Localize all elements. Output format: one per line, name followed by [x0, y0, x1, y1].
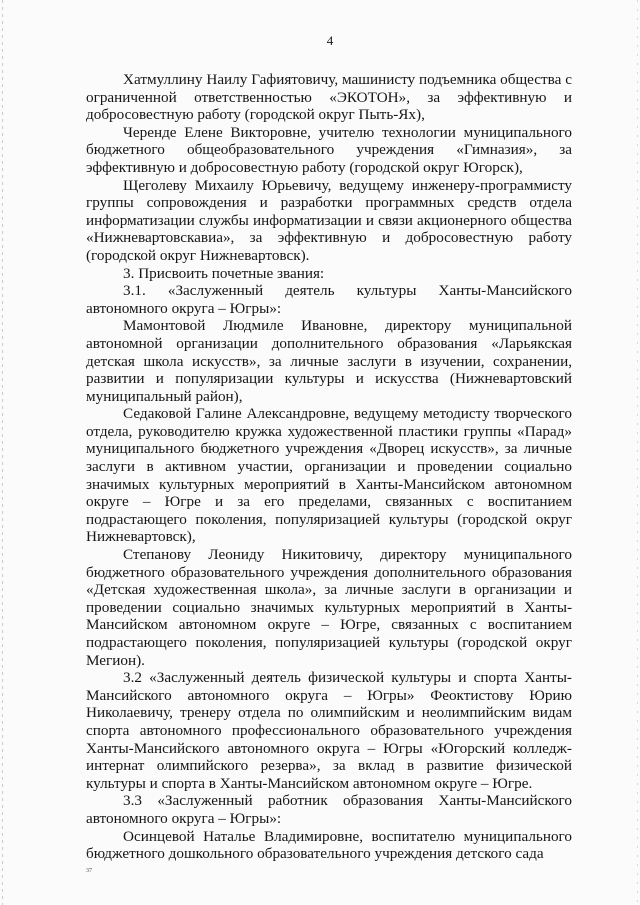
paragraph: Мамонтовой Людмиле Ивановне, директору муниципальной автономной организации дополнительного образования «Ларьякская детская школа искусств», за личные заслуги в изучении, сохранении, развитии и популяризации культуры и искусства (Нижневартовский муниципальный район),: [86, 317, 572, 405]
paragraph: 3.1. «Заслуженный деятель культуры Ханты-Мансийского автономного округа – Югры»:: [86, 282, 572, 317]
scan-edge-left: [2, 0, 3, 905]
paragraph: Степанову Леониду Никитовичу, директору муниципального бюджетного образовательного учреждения дополнительного образования «Детская художественная школа», за личные заслуги в организации и проведении социально значимых культурных мероприятий в Ханты-Мансийском автономном округе – Югре, связанных с воспитанием подрастающего поколения, популяризацией культуры (городской округ Мегион).: [86, 546, 572, 669]
paragraph: Черенде Елене Викторовне, учителю технологии муниципального бюджетного общеобразовательного учреждения «Гимназия», за эффективную и добросовестную работу (городской округ Югорск),: [86, 123, 572, 176]
paragraph: Хатмуллину Наилу Гафиятовичу, машинисту подъемника общества с ограниченной ответственностью «ЭКОТОН», за эффективную и добросовестную работу (городской округ Пыть-Ях),: [86, 71, 572, 124]
page-number: 4: [326, 33, 334, 48]
paragraph: Осинцевой Наталье Владимировне, воспитателю муниципального бюджетного дошкольного образовательного учреждения детского сада: [86, 827, 572, 863]
scan-edge-right: [637, 0, 638, 905]
footer-mark: 37: [86, 868, 92, 874]
paragraph: 3.2 «Заслуженный деятель физической культуры и спорта Ханты-Мансийского автономного округа – Югры» Феоктистову Юрию Николаевичу, тренеру отдела по олимпийским и неолимпийским видам спорта автономного профессионального образовательного учреждения Ханты-Мансийского автономного округа – Югры «Югорский колледж-интернат олимпийского резерва», за вклад в развитие физической культуры и спорта в Ханты-Мансийском автономном округе – Югре.: [86, 669, 572, 792]
document-body: [86, 71, 572, 863]
paragraph: Щеголеву Михаилу Юрьевичу, ведущему инженеру-программисту группы сопровождения и разработки программных средств отдела информатизации службы информатизации и связи акционерного общества «Нижневартовскавиа», за эффективную и добросовестную работу (городской округ Нижневартовск).: [86, 176, 572, 264]
paragraph: 3. Присвоить почетные звания:: [123, 264, 325, 282]
paragraph: 3.3 «Заслуженный работник образования Ханты-Мансийского автономного округа – Югры»:: [86, 792, 572, 827]
paragraph: Седаковой Галине Александровне, ведущему методисту творческого отдела, руководителю кружка художественной пластики группы «Парад» муниципального бюджетного учреждения «Дворец искусств», за личные заслуги в активном участии, организации и проведении социально значимых культурных мероприятий в Ханты-Мансийском автономном округе – Югре и за его пределами, связанных с воспитанием подрастающего поколения, популяризацией культуры (городской округ Нижневартовск),: [86, 405, 572, 546]
